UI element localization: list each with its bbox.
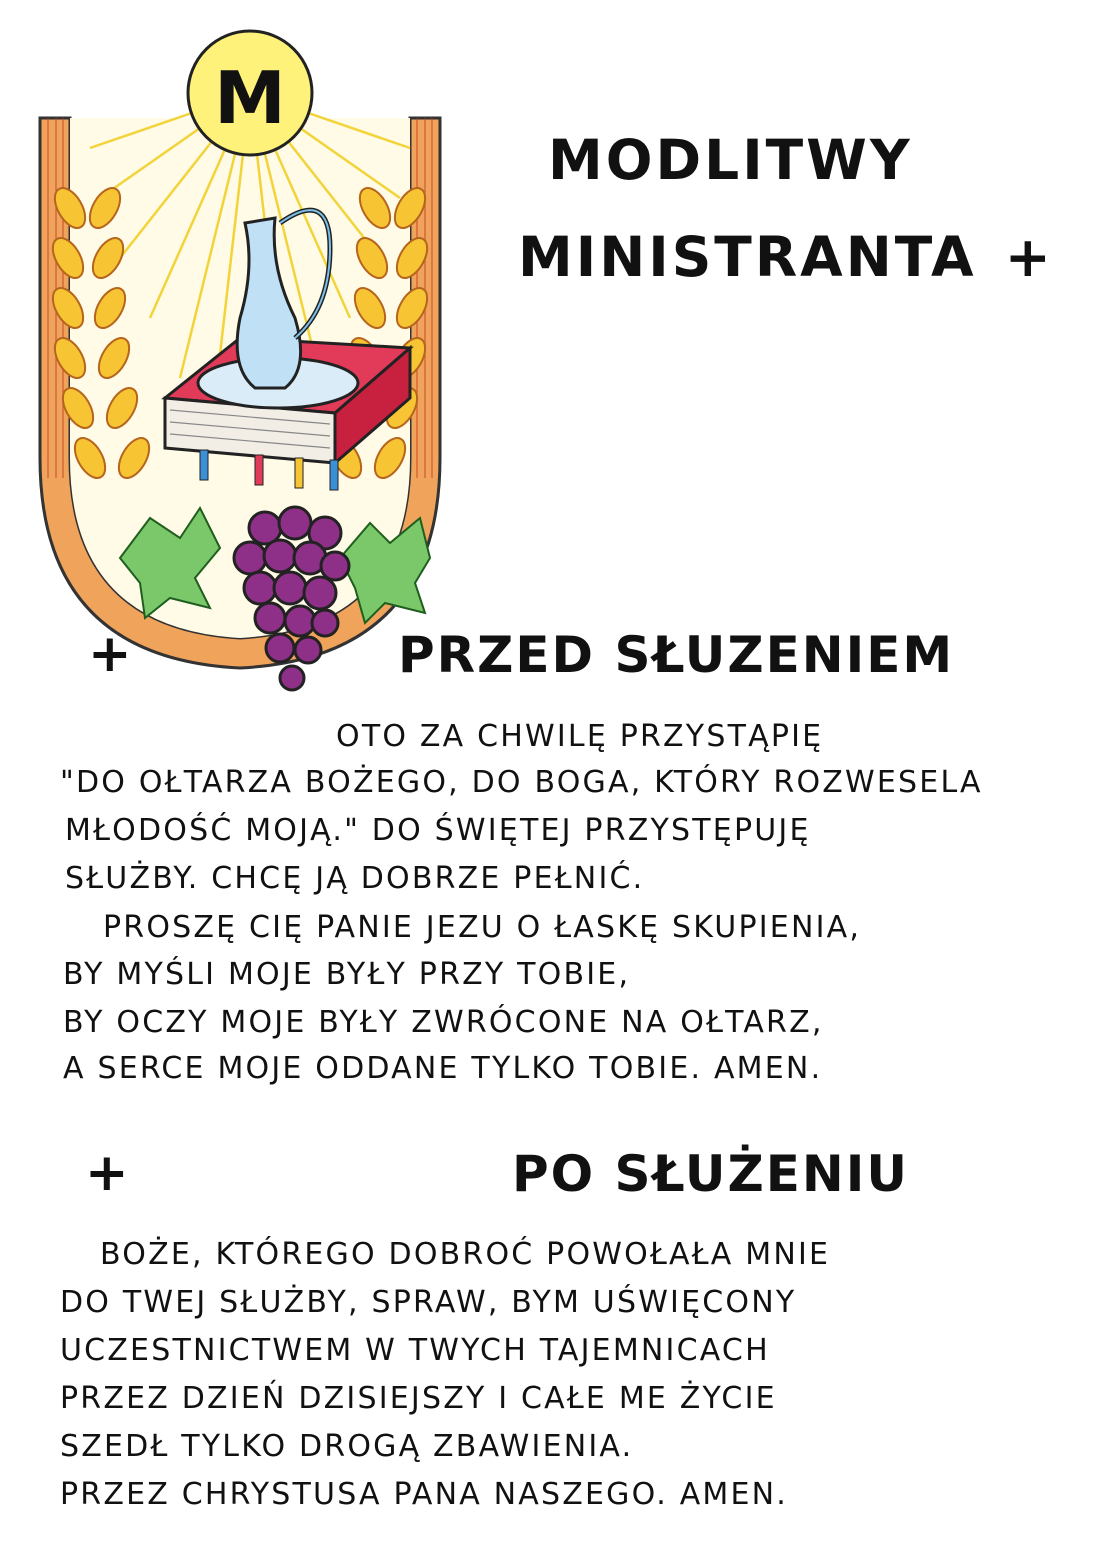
prayer-line: DO TWEJ SŁUŻBY, SPRAW, BYM UŚWIĘCONY bbox=[60, 1285, 797, 1320]
prayer-line: BOŻE, KTÓREGO DOBROĆ POWOŁAŁA MNIE bbox=[100, 1237, 831, 1272]
title-cross-icon: + bbox=[1004, 225, 1054, 289]
prayer-line: SŁUŻBY. CHCĘ JĄ DOBRZE PEŁNIĆ. bbox=[65, 861, 645, 896]
prayer-line: BY MYŚLI MOJE BYŁY PRZY TOBIE, bbox=[63, 957, 631, 992]
prayer-line: PRZEZ DZIEŃ DZISIEJSZY I CAŁE ME ŻYCIE bbox=[60, 1381, 777, 1416]
cross-icon: + bbox=[85, 1143, 129, 1203]
prayer-line: PROSZĘ CIĘ PANIE JEZU O ŁASKĘ SKUPIENIA, bbox=[103, 910, 862, 945]
prayer-line: BY OCZY MOJE BYŁY ZWRÓCONE NA OŁTARZ, bbox=[63, 1005, 824, 1040]
emblem-letter: M bbox=[214, 56, 286, 140]
prayer-line: MŁODOŚĆ MOJĄ." DO ŚWIĘTEJ PRZYSTĘPUJĘ bbox=[65, 813, 811, 848]
prayer-line: UCZESTNICTWEM W TWYCH TAJEMNICACH bbox=[60, 1333, 770, 1368]
page-title-line2-text: MINISTRANTA bbox=[518, 225, 977, 289]
prayer-line: A SERCE MOJE ODDANE TYLKO TOBIE. AMEN. bbox=[63, 1051, 823, 1086]
altar-server-emblem bbox=[30, 18, 450, 718]
prayer-line: "DO OŁTARZA BOŻEGO, DO BOGA, KTÓRY ROZWESELA bbox=[60, 765, 983, 800]
prayer-line: SZEDŁ TYLKO DROGĄ ZBAWIENIA. bbox=[60, 1429, 634, 1464]
page-title-line1: MODLITWY bbox=[548, 128, 913, 192]
cross-icon: + bbox=[88, 624, 132, 684]
page-title-line2 bbox=[518, 225, 1054, 289]
section-heading-after: PO SŁUŻENIU bbox=[512, 1145, 909, 1203]
prayer-line: OTO ZA CHWILĘ PRZYSTĄPIĘ bbox=[336, 719, 824, 754]
section-heading-before: PRZED SŁUZENIEM bbox=[398, 626, 955, 684]
prayer-line: PRZEZ CHRYSTUSA PANA NASZEGO. AMEN. bbox=[60, 1477, 789, 1512]
